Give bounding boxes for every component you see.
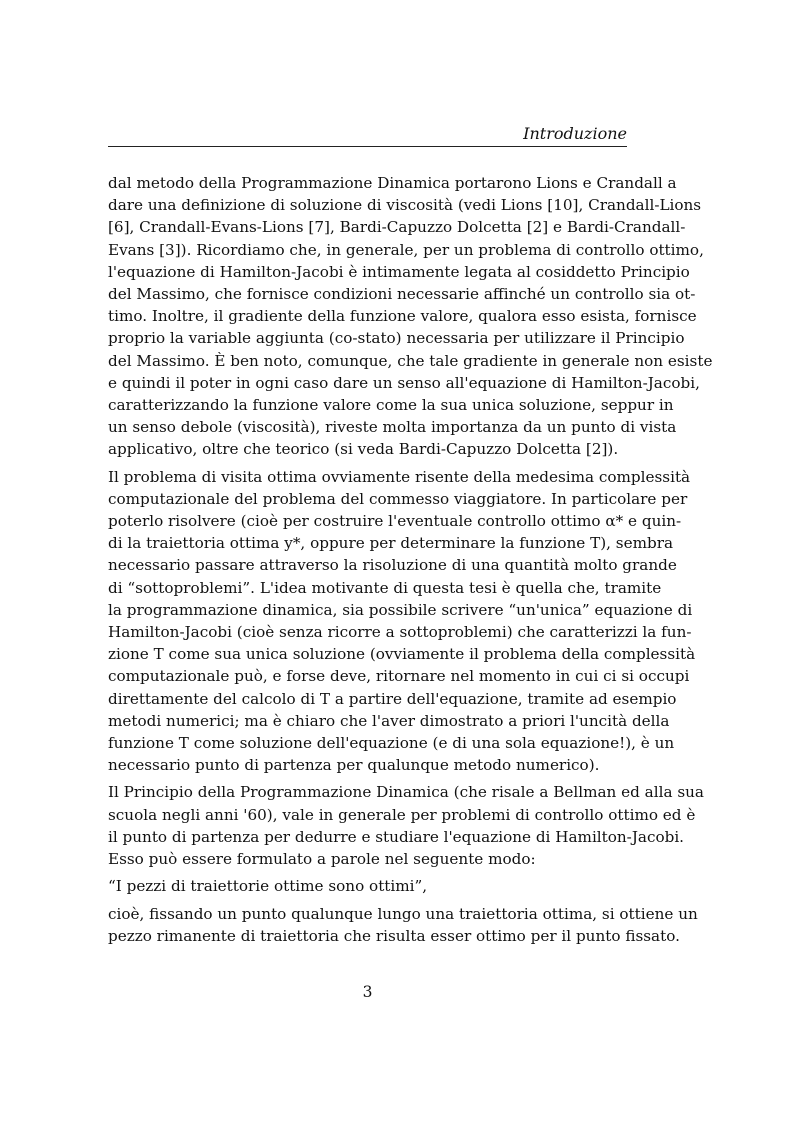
text-line: computazionale può, e forse deve, ritornare nel momento in cui ci si occupi [108,667,690,686]
text-line: poterlo risolvere (cioè per costruire l'eventuale controllo ottimo α* e quin- [108,512,682,531]
text-line: [6], Crandall-Evans-Lions [7], Bardi-Capuzzo Dolcetta [2] e Bardi-Crandall- [108,218,686,237]
text-line: Esso può essere formulato a parole nel seguente modo: [108,850,536,869]
section-title: Introduzione [523,124,627,143]
text-line: applicativo, oltre che teorico (si veda Bardi-Capuzzo Dolcetta [2]). [108,440,619,459]
text-line: necessario punto di partenza per qualunque metodo numerico). [108,756,600,775]
text-line: il punto di partenza per dedurre e studiare l'equazione di Hamilton-Jacobi. [108,827,685,846]
page-body [108,172,713,952]
text-line: metodi numerici; ma è chiaro che l'aver dimostrato a priori l'uncità della [108,711,670,730]
text-line: scuola negli anni '60), vale in generale per problemi di controllo ottimo ed è [108,805,696,824]
header-rule [108,146,627,147]
text-line: Evans [3]). Ricordiamo che, in generale, per un problema di controllo ottimo, [108,240,704,259]
text-line: un senso debole (viscosità), riveste molta importanza da un punto di vista [108,418,677,437]
text-line: pezzo rimanente di traiettoria che risulta esser ottimo per il punto fissato. [108,926,680,945]
text-line: di la traiettoria ottima y*, oppure per determinare la funzione T), sembra [108,534,674,553]
text-line: del Massimo, che fornisce condizioni necessarie affinché un controllo sia ot- [108,285,696,304]
text-line: proprio la variable aggiunta (co-stato) necessaria per utilizzare il Principio [108,329,685,348]
page-number: 3 [362,983,373,1001]
text-line: del Massimo. È ben noto, comunque, che tale gradiente in generale non esiste [108,351,713,370]
text-line: la programmazione dinamica, sia possibile scrivere “un'unica” equazione di [108,600,693,619]
text-line: caratterizzando la funzione valore come la sua unica soluzione, seppur in [108,396,674,415]
text-line: dare una definizione di soluzione di viscosità (vedi Lions [10], Crandall-Lions [108,196,702,215]
text-line: direttamente del calcolo di T a partire dell'equazione, tramite ad esempio [108,689,677,708]
paragraph [108,781,704,870]
text-line: dal metodo della Programmazione Dinamica portarono Lions e Crandall a [108,174,677,192]
text-line: “I pezzi di traiettorie ottime sono ottimi”, [108,877,428,896]
text-line: computazionale del problema del commesso viaggiatore. In particolare per [108,489,688,508]
text-line: Il Principio della Programmazione Dinamica (che risale a Bellman ed alla sua [108,783,704,802]
text-line: zione T come sua unica soluzione (ovviamente il problema della complessità [108,645,696,664]
text-line: di “sottoproblemi”. L'idea motivante di questa tesi è quella che, tramite [108,578,662,597]
text-line: timo. Inoltre, il gradiente della funzione valore, qualora esso esista, fornisce [108,307,697,326]
running-header [108,124,627,144]
paragraph [108,875,627,897]
text-line: l'equazione di Hamilton-Jacobi è intimamente legata al cosiddetto Principio [108,262,690,281]
text-line: Hamilton-Jacobi (cioè senza ricorre a sottoproblemi) che caratterizzi la fun- [108,623,692,642]
text-line: funzione T come soluzione dell'equazione (e di una sola equazione!), è un [108,734,675,753]
paragraph [108,466,696,777]
paragraph [108,903,698,947]
paragraph [108,172,713,461]
text-line: necessario passare attraverso la risoluzione di una quantità molto grande [108,556,677,575]
text-line: cioè, fissando un punto qualunque lungo una traiettoria ottima, si ottiene un [108,904,698,923]
text-line: Il problema di visita ottima ovviamente risente della medesima complessità [108,467,691,486]
text-line: e quindi il poter in ogni caso dare un senso all'equazione di Hamilton-Jacobi, [108,373,700,392]
